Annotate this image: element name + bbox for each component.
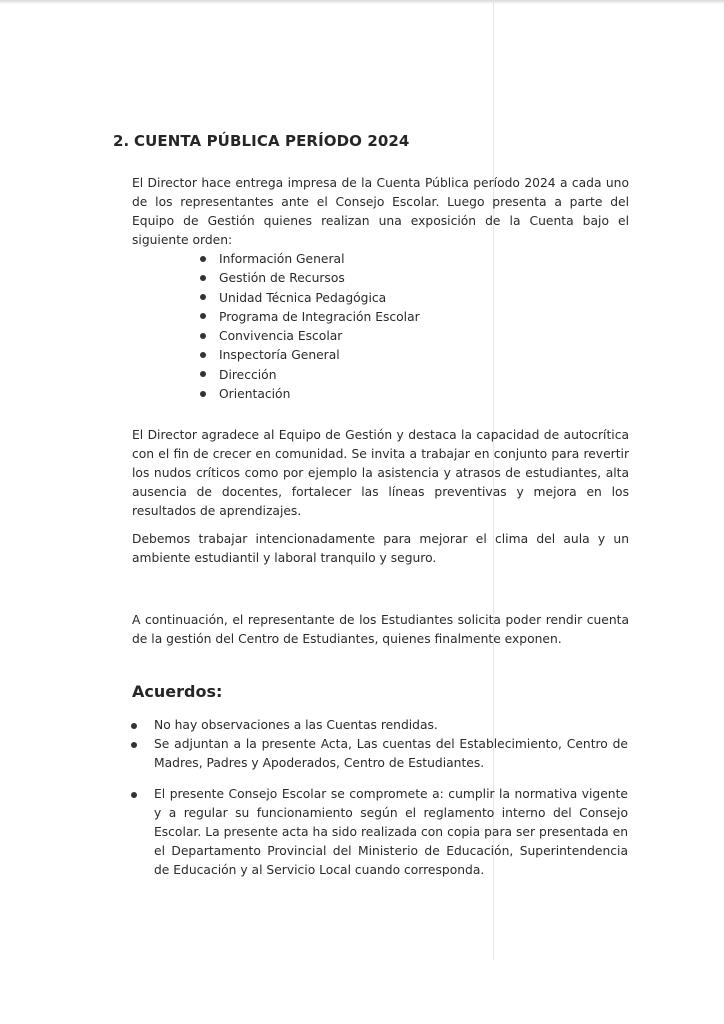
bullet-icon: [131, 742, 137, 748]
list-item-label: Información General: [219, 252, 345, 266]
paragraph-acknowledgement: El Director agradece al Equipo de Gestión y destaca la capacidad de autocrítica con el fin de crecer en comunidad. Se invita a trabajar en conjunto para revertir los nudos críticos como por ejemplo la asistencia y atrasos de estudiantes, alta ausencia de docentes, fortalecer las líneas preventivas y mejora en los resultados de aprendizajes.: [132, 428, 629, 518]
list-item-label: Gestión de Recursos: [219, 271, 345, 286]
acuerdos-heading: Acuerdos:: [132, 682, 223, 701]
acuerdos-list: [131, 716, 628, 773]
bullet-icon: [200, 275, 206, 281]
section-heading: [113, 132, 409, 150]
bullet-icon: [200, 256, 206, 262]
list-item: [200, 346, 420, 365]
list-item: [200, 289, 420, 308]
list-item: [200, 250, 420, 269]
bullet-icon: [131, 792, 137, 798]
list-item-label: Inspectoría General: [219, 348, 340, 363]
list-item-text: Se adjuntan a la presente Acta, Las cuentas del Establecimiento, Centro de Madres, Padres y Apoderados, Centro de Estudiantes.: [154, 737, 628, 770]
list-item: [131, 785, 628, 880]
list-item-label: Convivencia Escolar: [219, 329, 343, 344]
list-item: [200, 269, 420, 288]
bullet-icon: [200, 313, 206, 319]
list-item-label: Unidad Técnica Pedagógica: [219, 290, 387, 305]
list-item: [200, 385, 420, 404]
bullet-icon: [200, 391, 206, 397]
section-title: CUENTA PÚBLICA PERÍODO 2024: [134, 132, 410, 150]
bullet-icon: [200, 352, 206, 358]
list-item-label: Orientación: [219, 387, 291, 402]
list-item-text: No hay observaciones a las Cuentas rendidas.: [154, 718, 438, 732]
bullet-icon: [131, 723, 137, 729]
list-item: [200, 366, 420, 385]
paragraph-students: A continuación, el representante de los Estudiantes solicita poder rendir cuenta de la gestión del Centro de Estudiantes, quienes finalmente exponen.: [132, 613, 629, 646]
list-item-label: Dirección: [219, 367, 277, 382]
topic-list: [200, 250, 420, 404]
bullet-icon: [200, 333, 206, 339]
list-item: [200, 308, 420, 327]
list-item: [200, 327, 420, 346]
list-item: [131, 735, 628, 773]
list-item-label: Programa de Integración Escolar: [219, 309, 420, 324]
list-item: [131, 716, 628, 735]
bullet-icon: [200, 294, 206, 300]
intro-paragraph: El Director hace entrega impresa de la Cuenta Pública período 2024 a cada uno de los representantes ante el Consejo Escolar. Luego presenta a parte del Equipo de Gestión quienes realizan una exposición de la Cuenta bajo el siguiente orden:: [132, 176, 629, 247]
acuerdos-list-commitment: [131, 785, 628, 880]
section-number: 2.: [113, 132, 130, 150]
list-item-text: El presente Consejo Escolar se compromete a: cumplir la normativa vigente y a regular su funcionamiento según el reglamento interno del Consejo Escolar. La presente acta ha sido realizada con copia para ser presentada en el Departamento Provincial del Ministerio de Educación, Superintendencia de Educación y al Servicio Local cuando corresponda.: [154, 787, 628, 877]
paragraph-climate: Debemos trabajar intencionadamente para mejorar el clima del aula y un ambiente estudiantil y laboral tranquilo y seguro.: [132, 532, 629, 565]
bullet-icon: [200, 371, 206, 377]
